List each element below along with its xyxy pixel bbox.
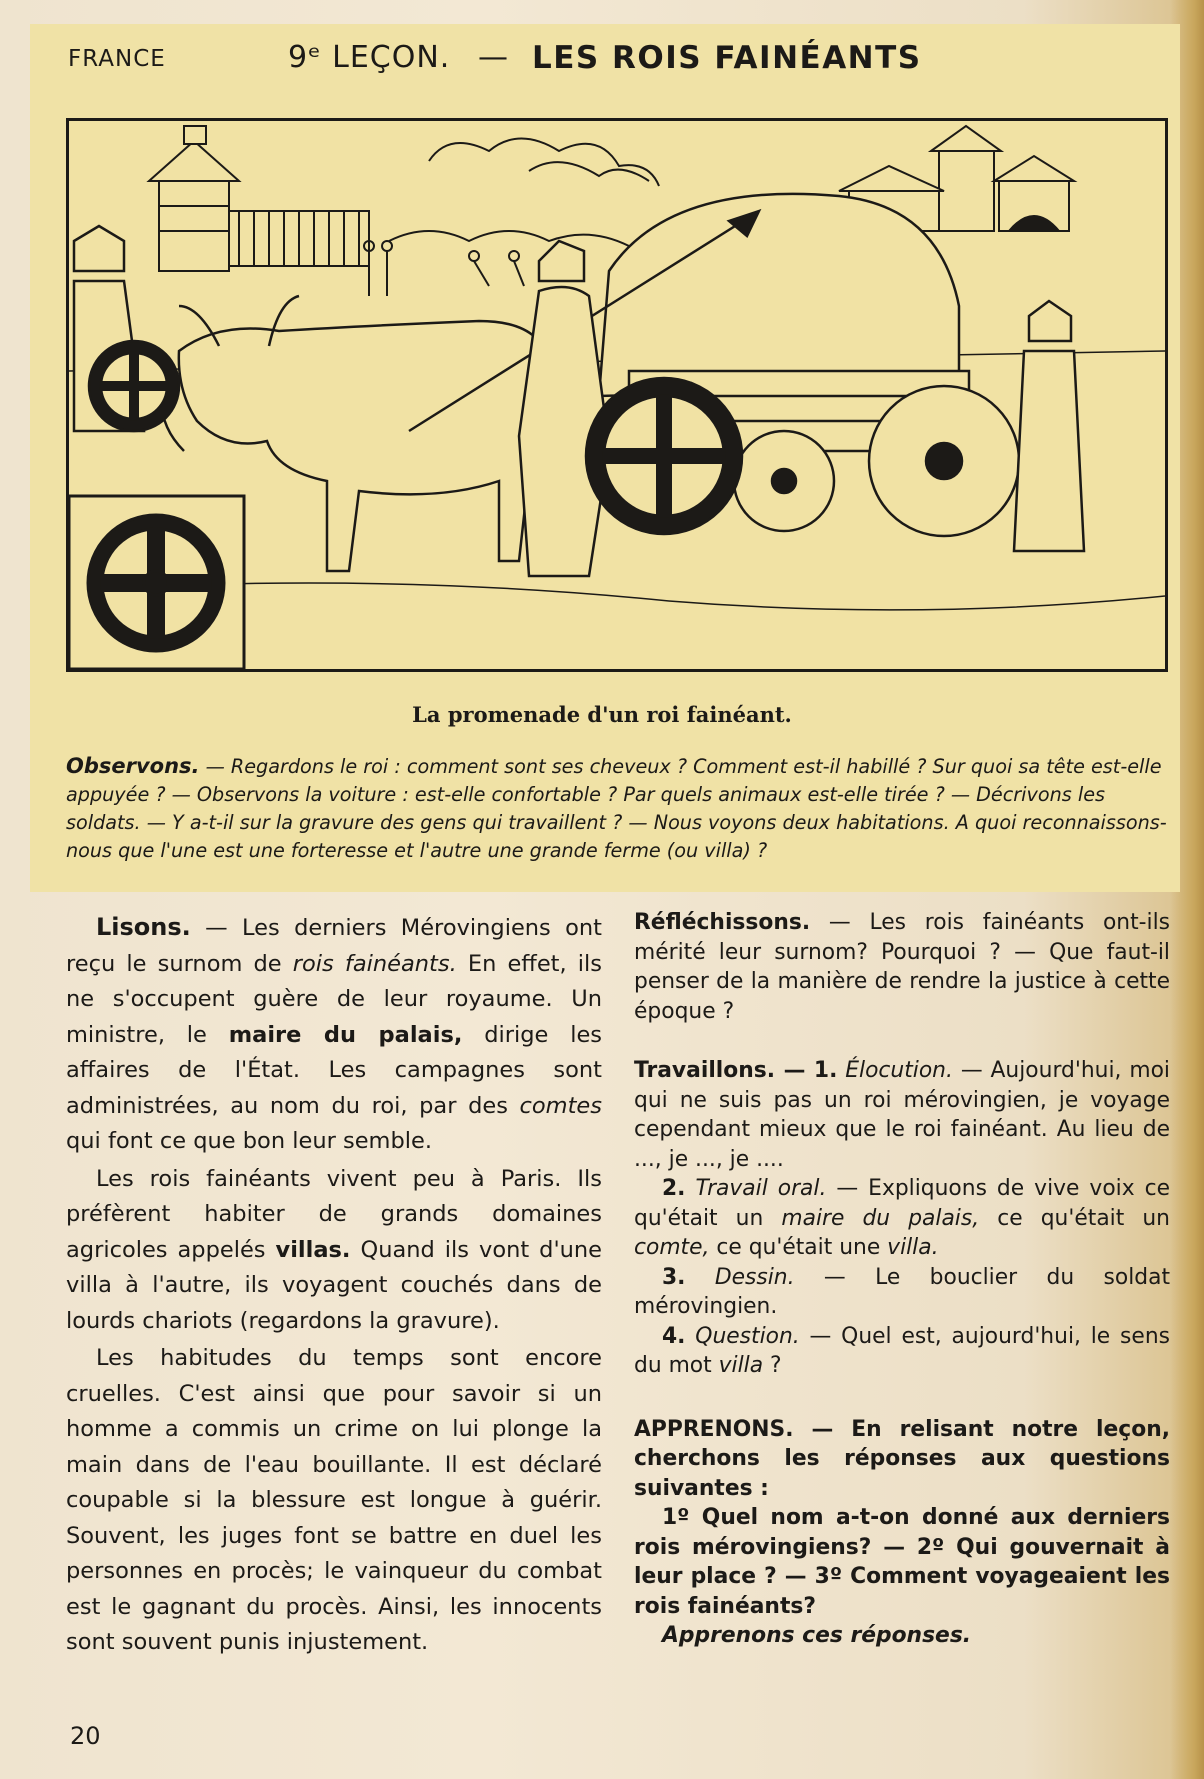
text-run-italic: villa.	[887, 1235, 939, 1260]
lisons-column	[66, 910, 602, 1661]
lisons-heading: Lisons.	[96, 913, 191, 941]
lesson-number: 9ᵉ LEÇON.	[288, 40, 451, 75]
text-run: ce qu'était une	[709, 1235, 888, 1260]
text-run: En effet, ils ne s'occupent guère de leur royaume. Un ministre, le	[66, 950, 602, 1048]
text-run: — Aujourd'hui, moi qui ne suis pas un roi mérovingien, je voyage cependant mieux que le roi fainéant. Au lieu de ..., je ..., je ....	[634, 1058, 1170, 1172]
fortress-tower	[149, 126, 369, 271]
page-number: 20	[70, 1722, 101, 1750]
item-title: Question.	[685, 1323, 800, 1349]
text-run-italic: comtes	[519, 1092, 602, 1119]
shield-inset	[69, 496, 244, 669]
observons-heading: Observons.	[66, 754, 200, 778]
engraving-drawing	[69, 121, 1165, 669]
text-run: Les habitudes du temps sont encore cruelles. C'est ainsi que pour savoir si un homme a commis un crime on lui plonge la main dans de l'eau bouillante. Il est déclaré coupable si la blessure est longue à guérir. Souvent, les juges font se battre en duel les personnes en procès; le vainqueur du combat est le gagnant du procès. Ainsi, les innocents sont souvent punis injustement.	[66, 1345, 602, 1655]
header-dash: —	[478, 40, 508, 75]
text-run: ce qu'était un	[979, 1205, 1170, 1231]
text-run: qui font ce que bon leur semble.	[66, 1128, 432, 1154]
reflechissons-section	[634, 908, 1170, 1026]
item-number: 3.	[662, 1264, 686, 1290]
item-number: 4.	[662, 1323, 686, 1349]
text-run-bold: maire du palais,	[228, 1021, 463, 1048]
travaillons-item-4	[634, 1322, 1170, 1381]
reflechissons-text: — Les rois fainéants ont-ils mérité leur surnom? Pourquoi ? — Que faut-il penser de la manière de rendre la justice à cette époque ?	[634, 910, 1170, 1024]
item-title: Élocution.	[837, 1058, 953, 1083]
lisons-paragraph-3	[66, 1341, 602, 1661]
travaillons-item-2	[634, 1174, 1170, 1263]
engraving-illustration	[66, 118, 1168, 672]
text-run: dirige les affaires de l'État. Les campagnes sont administrées, au nom du roi, par des	[66, 1021, 603, 1119]
text-run-italic: maire du palais,	[781, 1205, 980, 1231]
text-run-bold: villas.	[275, 1236, 351, 1263]
travaillons-item-1	[634, 1056, 1170, 1174]
country-label: FRANCE	[68, 46, 166, 72]
lesson-header	[66, 40, 1116, 80]
lisons-paragraph-1	[66, 910, 602, 1160]
apprenons-closing: Apprenons ces réponses.	[662, 1623, 972, 1648]
illustration-caption: La promenade d'un roi fainéant.	[412, 702, 792, 727]
item-title: Travail oral.	[685, 1176, 827, 1201]
text-run: — Quel est, aujourd'hui, le sens du mot	[634, 1323, 1170, 1378]
item-title: Dessin.	[685, 1264, 795, 1290]
exercises-column	[634, 908, 1170, 1651]
text-run: Quand ils vont d'une villa à l'autre, ils voyagent couchés dans de lourds chariots (regardons la gravure).	[66, 1236, 602, 1334]
apprenons-questions: 1º Quel nom a-t-on donné aux derniers rois mérovingiens? — 2º Qui gouvernait à leur place ? — 3º Comment voyageaient les rois fainéants?	[634, 1505, 1170, 1619]
reflechissons-heading: Réfléchissons.	[634, 910, 811, 935]
item-number: — 1.	[775, 1058, 838, 1083]
item-number: 2.	[662, 1176, 686, 1201]
text-run: Les rois fainéants vivent peu à Paris. Ils préfèrent habiter de grands domaines agricoles appelés	[66, 1165, 602, 1263]
observons-text: — Regardons le roi : comment sont ses cheveux ? Comment est-il habillé ? Sur quoi sa tête est-elle appuyée ? — Observons la voiture : est-elle confortable ? Par quels animaux est-elle tirée ? — Décrivons les soldats. — Y a-t-il sur la gravure des gens qui travaillent ? — Nous voyons deux habitations. A quoi reconnaissons-nous que l'une est une forteresse et l'autre une grande ferme (ou villa) ?	[66, 755, 1167, 862]
apprenons-intro: APPRENONS. — En relisant notre leçon, cherchons les réponses aux questions suivantes :	[634, 1416, 1170, 1501]
text-run-italic: comte,	[634, 1235, 710, 1260]
lesson-title: LES ROIS FAINÉANTS	[532, 40, 922, 76]
text-run-italic: villa	[718, 1353, 764, 1378]
soldier-right	[1014, 301, 1084, 551]
travaillons-heading: Travaillons.	[634, 1058, 776, 1083]
text-run: — Le bouclier du soldat mérovingien.	[634, 1264, 1171, 1319]
travaillons-item-3	[634, 1263, 1170, 1322]
observons-section	[66, 752, 1170, 865]
text-run: — Les derniers Mérovingiens ont reçu le surnom de	[66, 915, 602, 977]
lisons-paragraph-2	[66, 1162, 602, 1340]
text-run: ?	[763, 1353, 782, 1378]
text-run: — Expliquons de vive voix ce qu'était un	[634, 1176, 1170, 1231]
text-run-italic: rois fainéants.	[292, 950, 457, 977]
